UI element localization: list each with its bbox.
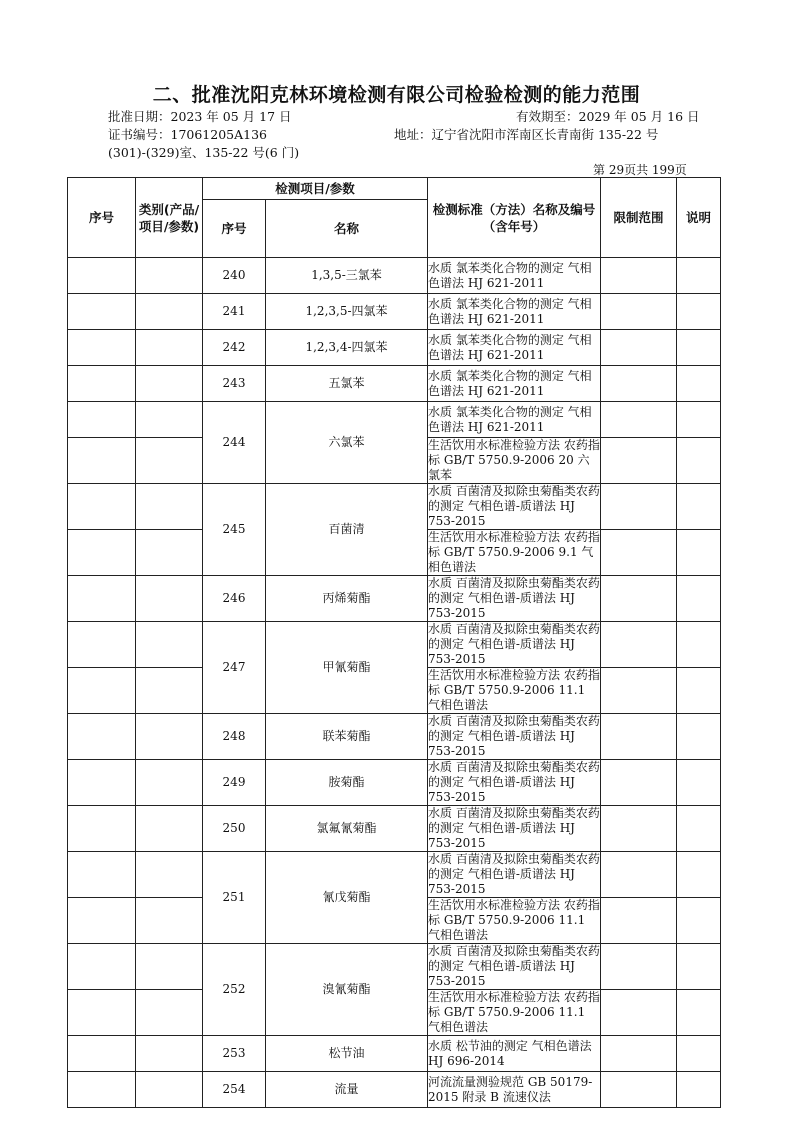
cell-item-no: 252 bbox=[203, 944, 266, 1036]
cell-standard: 水质 百菌清及拟除虫菊酯类农药的测定 气相色谱-质谱法 HJ 753-2015 bbox=[428, 484, 600, 528]
cell-limit bbox=[601, 990, 677, 1036]
cell-category bbox=[136, 294, 203, 330]
cell-item-no: 248 bbox=[203, 714, 266, 760]
cell-limit bbox=[601, 944, 677, 990]
cell-limit bbox=[601, 576, 677, 622]
table-body bbox=[68, 258, 721, 1108]
approval-date: 批准日期：2023 年 05 月 17 日 bbox=[108, 109, 292, 124]
cell-category bbox=[136, 990, 203, 1036]
cell-standard: 水质 百菌清及拟除虫菊酯类农药的测定 气相色谱-质谱法 HJ 753-2015 bbox=[428, 714, 600, 758]
cell-limit bbox=[601, 760, 677, 806]
table-row bbox=[68, 760, 721, 806]
table-row bbox=[68, 944, 721, 990]
cell-item-no: 250 bbox=[203, 806, 266, 852]
cell-standard: 生活饮用水标准检验方法 农药指标 GB/T 5750.9-2006 11.1 气相色谱法 bbox=[428, 990, 600, 1034]
cell-item-name: 氯氟氰菊酯 bbox=[266, 806, 428, 852]
cell-limit bbox=[601, 1072, 677, 1108]
cell-standard: 水质 氯苯类化合物的测定 气相色谱法 HJ 621-2011 bbox=[428, 366, 601, 402]
cell-seq bbox=[68, 484, 136, 530]
cell-item-name: 氰戊菊酯 bbox=[266, 852, 428, 944]
cell-note bbox=[677, 258, 721, 294]
cell-item-name: 甲氰菊酯 bbox=[266, 622, 428, 714]
header-limit: 限制范围 bbox=[601, 178, 677, 258]
cell-note bbox=[677, 1072, 721, 1108]
cell-item-no: 254 bbox=[203, 1072, 266, 1108]
cell-item-no: 245 bbox=[203, 484, 266, 576]
cell-limit bbox=[601, 622, 677, 668]
cell-note bbox=[677, 576, 721, 622]
cell-note bbox=[677, 438, 721, 484]
header-category: 类别(产品/项目/参数) bbox=[136, 178, 203, 258]
cell-category bbox=[136, 366, 203, 402]
cell-limit bbox=[601, 898, 677, 944]
cell-standard: 生活饮用水标准检验方法 农药指标 GB/T 5750.9-2006 9.1 气相色谱法 bbox=[428, 530, 600, 574]
address-continued: (301)-(329)室、135-22 号(6 门) bbox=[108, 145, 300, 160]
table-header bbox=[68, 178, 721, 258]
cell-seq bbox=[68, 438, 136, 484]
cell-standard: 水质 百菌清及拟除虫菊酯类农药的测定 气相色谱-质谱法 HJ 753-2015 bbox=[428, 852, 600, 896]
cell-item-name: 胺菊酯 bbox=[266, 760, 428, 806]
cell-item-name: 1,3,5-三氯苯 bbox=[266, 258, 428, 294]
cell-item-name: 五氯苯 bbox=[266, 366, 428, 402]
header-item-seq: 序号 bbox=[203, 200, 266, 258]
cell-limit bbox=[601, 1036, 677, 1072]
certificate-number: 证书编号：17061205A136 bbox=[108, 127, 268, 142]
table-row bbox=[68, 258, 721, 294]
cell-category bbox=[136, 330, 203, 366]
header-item-name: 名称 bbox=[266, 200, 428, 258]
cell-category bbox=[136, 668, 203, 714]
cell-item-no: 246 bbox=[203, 576, 266, 622]
cell-note bbox=[677, 366, 721, 402]
cell-item-name: 1,2,3,4-四氯苯 bbox=[266, 330, 428, 366]
cell-category bbox=[136, 530, 203, 576]
cell-category bbox=[136, 438, 203, 484]
cell-seq bbox=[68, 668, 136, 714]
cell-category bbox=[136, 944, 203, 990]
cell-limit bbox=[601, 330, 677, 366]
cell-limit bbox=[601, 714, 677, 760]
cell-note bbox=[677, 760, 721, 806]
cell-standard: 水质 氯苯类化合物的测定 气相色谱法 HJ 621-2011 bbox=[428, 330, 601, 366]
table-row bbox=[68, 366, 721, 402]
cell-note bbox=[677, 622, 721, 668]
capability-table bbox=[67, 177, 721, 1108]
cell-seq bbox=[68, 990, 136, 1036]
cell-category bbox=[136, 484, 203, 530]
cell-category bbox=[136, 622, 203, 668]
header-items: 检测项目/参数 bbox=[203, 178, 428, 200]
table-row bbox=[68, 576, 721, 622]
cell-category bbox=[136, 806, 203, 852]
cell-category bbox=[136, 852, 203, 898]
cell-standard: 水质 氯苯类化合物的测定 气相色谱法 HJ 621-2011 bbox=[428, 294, 601, 330]
cell-item-no: 242 bbox=[203, 330, 266, 366]
cell-standard: 水质 百菌清及拟除虫菊酯类农药的测定 气相色谱-质谱法 HJ 753-2015 bbox=[428, 576, 600, 620]
cell-limit bbox=[601, 366, 677, 402]
cell-note bbox=[677, 402, 721, 438]
table-row bbox=[68, 806, 721, 852]
table-row bbox=[68, 714, 721, 760]
table-row bbox=[68, 852, 721, 898]
table-row bbox=[68, 622, 721, 668]
cell-item-no: 241 bbox=[203, 294, 266, 330]
table-row bbox=[68, 330, 721, 366]
cell-seq bbox=[68, 760, 136, 806]
cell-item-no: 243 bbox=[203, 366, 266, 402]
header-seq: 序号 bbox=[68, 178, 136, 258]
page-number: 第 29页共 199页 bbox=[593, 163, 687, 177]
table-row bbox=[68, 294, 721, 330]
cell-seq bbox=[68, 366, 136, 402]
cell-limit bbox=[601, 668, 677, 714]
cell-note bbox=[677, 898, 721, 944]
cell-seq bbox=[68, 258, 136, 294]
cell-item-no: 247 bbox=[203, 622, 266, 714]
cell-item-name: 松节油 bbox=[266, 1036, 428, 1072]
cell-category bbox=[136, 1072, 203, 1108]
cell-note bbox=[677, 530, 721, 576]
cell-category bbox=[136, 1036, 203, 1072]
cell-standard: 生活饮用水标准检验方法 农药指标 GB/T 5750.9-2006 11.1 气相色谱法 bbox=[428, 668, 600, 712]
cell-note bbox=[677, 806, 721, 852]
cell-item-no: 251 bbox=[203, 852, 266, 944]
cell-limit bbox=[601, 484, 677, 530]
cell-note bbox=[677, 990, 721, 1036]
cell-note bbox=[677, 330, 721, 366]
cell-item-no: 244 bbox=[203, 402, 266, 484]
cell-item-name: 1,2,3,5-四氯苯 bbox=[266, 294, 428, 330]
cell-standard: 河流流量测验规范 GB 50179-2015 附录 B 流速仪法 bbox=[428, 1072, 601, 1108]
cell-note bbox=[677, 1036, 721, 1072]
cell-limit bbox=[601, 852, 677, 898]
cell-item-no: 240 bbox=[203, 258, 266, 294]
cell-category bbox=[136, 576, 203, 622]
cell-category bbox=[136, 714, 203, 760]
cell-item-no: 253 bbox=[203, 1036, 266, 1072]
cell-limit bbox=[601, 402, 677, 438]
cell-note bbox=[677, 294, 721, 330]
cell-seq bbox=[68, 402, 136, 438]
cell-item-name: 丙烯菊酯 bbox=[266, 576, 428, 622]
cell-seq bbox=[68, 576, 136, 622]
cell-standard: 水质 百菌清及拟除虫菊酯类农药的测定 气相色谱-质谱法 HJ 753-2015 bbox=[428, 806, 600, 850]
cell-item-name: 六氯苯 bbox=[266, 402, 428, 484]
cell-seq bbox=[68, 1072, 136, 1108]
table-row bbox=[68, 402, 721, 438]
table-row bbox=[68, 1072, 721, 1108]
cell-note bbox=[677, 714, 721, 760]
cell-note bbox=[677, 852, 721, 898]
cell-standard: 水质 氯苯类化合物的测定 气相色谱法 HJ 621-2011 bbox=[428, 258, 601, 294]
cell-item-name: 溴氰菊酯 bbox=[266, 944, 428, 1036]
cell-category bbox=[136, 402, 203, 438]
cell-note bbox=[677, 484, 721, 530]
cell-limit bbox=[601, 806, 677, 852]
cell-limit bbox=[601, 438, 677, 484]
header-standard: 检测标准（方法）名称及编号（含年号） bbox=[428, 178, 601, 258]
cell-item-name: 百菌清 bbox=[266, 484, 428, 576]
cell-limit bbox=[601, 294, 677, 330]
address: 地址：辽宁省沈阳市浑南区长青南街 135-22 号 bbox=[394, 127, 659, 142]
cell-standard: 生活饮用水标准检验方法 农药指标 GB/T 5750.9-2006 20 六氯苯 bbox=[428, 438, 600, 482]
cell-category bbox=[136, 258, 203, 294]
table-row bbox=[68, 484, 721, 530]
cell-category bbox=[136, 898, 203, 944]
cell-seq bbox=[68, 806, 136, 852]
cell-seq bbox=[68, 944, 136, 990]
cell-note bbox=[677, 944, 721, 990]
cell-limit bbox=[601, 258, 677, 294]
cell-seq bbox=[68, 330, 136, 366]
cell-standard: 水质 百菌清及拟除虫菊酯类农药的测定 气相色谱-质谱法 HJ 753-2015 bbox=[428, 760, 600, 804]
header-note: 说明 bbox=[677, 178, 721, 258]
table-row bbox=[68, 1036, 721, 1072]
cell-item-name: 流量 bbox=[266, 1072, 428, 1108]
cell-note bbox=[677, 668, 721, 714]
cell-standard: 水质 松节油的测定 气相色谱法 HJ 696-2014 bbox=[428, 1036, 601, 1072]
cell-standard: 生活饮用水标准检验方法 农药指标 GB/T 5750.9-2006 11.1 气相色谱法 bbox=[428, 898, 600, 942]
cell-category bbox=[136, 760, 203, 806]
cell-seq bbox=[68, 852, 136, 898]
valid-until: 有效期至：2029 年 05 月 16 日 bbox=[516, 109, 700, 124]
cell-seq bbox=[68, 898, 136, 944]
cell-standard: 水质 氯苯类化合物的测定 气相色谱法 HJ 621-2011 bbox=[428, 402, 601, 438]
cell-seq bbox=[68, 530, 136, 576]
cell-seq bbox=[68, 622, 136, 668]
cell-seq bbox=[68, 294, 136, 330]
cell-item-name: 联苯菊酯 bbox=[266, 714, 428, 760]
cell-limit bbox=[601, 530, 677, 576]
cell-standard: 水质 百菌清及拟除虫菊酯类农药的测定 气相色谱-质谱法 HJ 753-2015 bbox=[428, 944, 600, 988]
cell-item-no: 249 bbox=[203, 760, 266, 806]
page-title: 二、批准沈阳克林环境检测有限公司检验检测的能力范围 bbox=[152, 84, 641, 106]
cell-seq bbox=[68, 1036, 136, 1072]
cell-seq bbox=[68, 714, 136, 760]
cell-standard: 水质 百菌清及拟除虫菊酯类农药的测定 气相色谱-质谱法 HJ 753-2015 bbox=[428, 622, 600, 666]
